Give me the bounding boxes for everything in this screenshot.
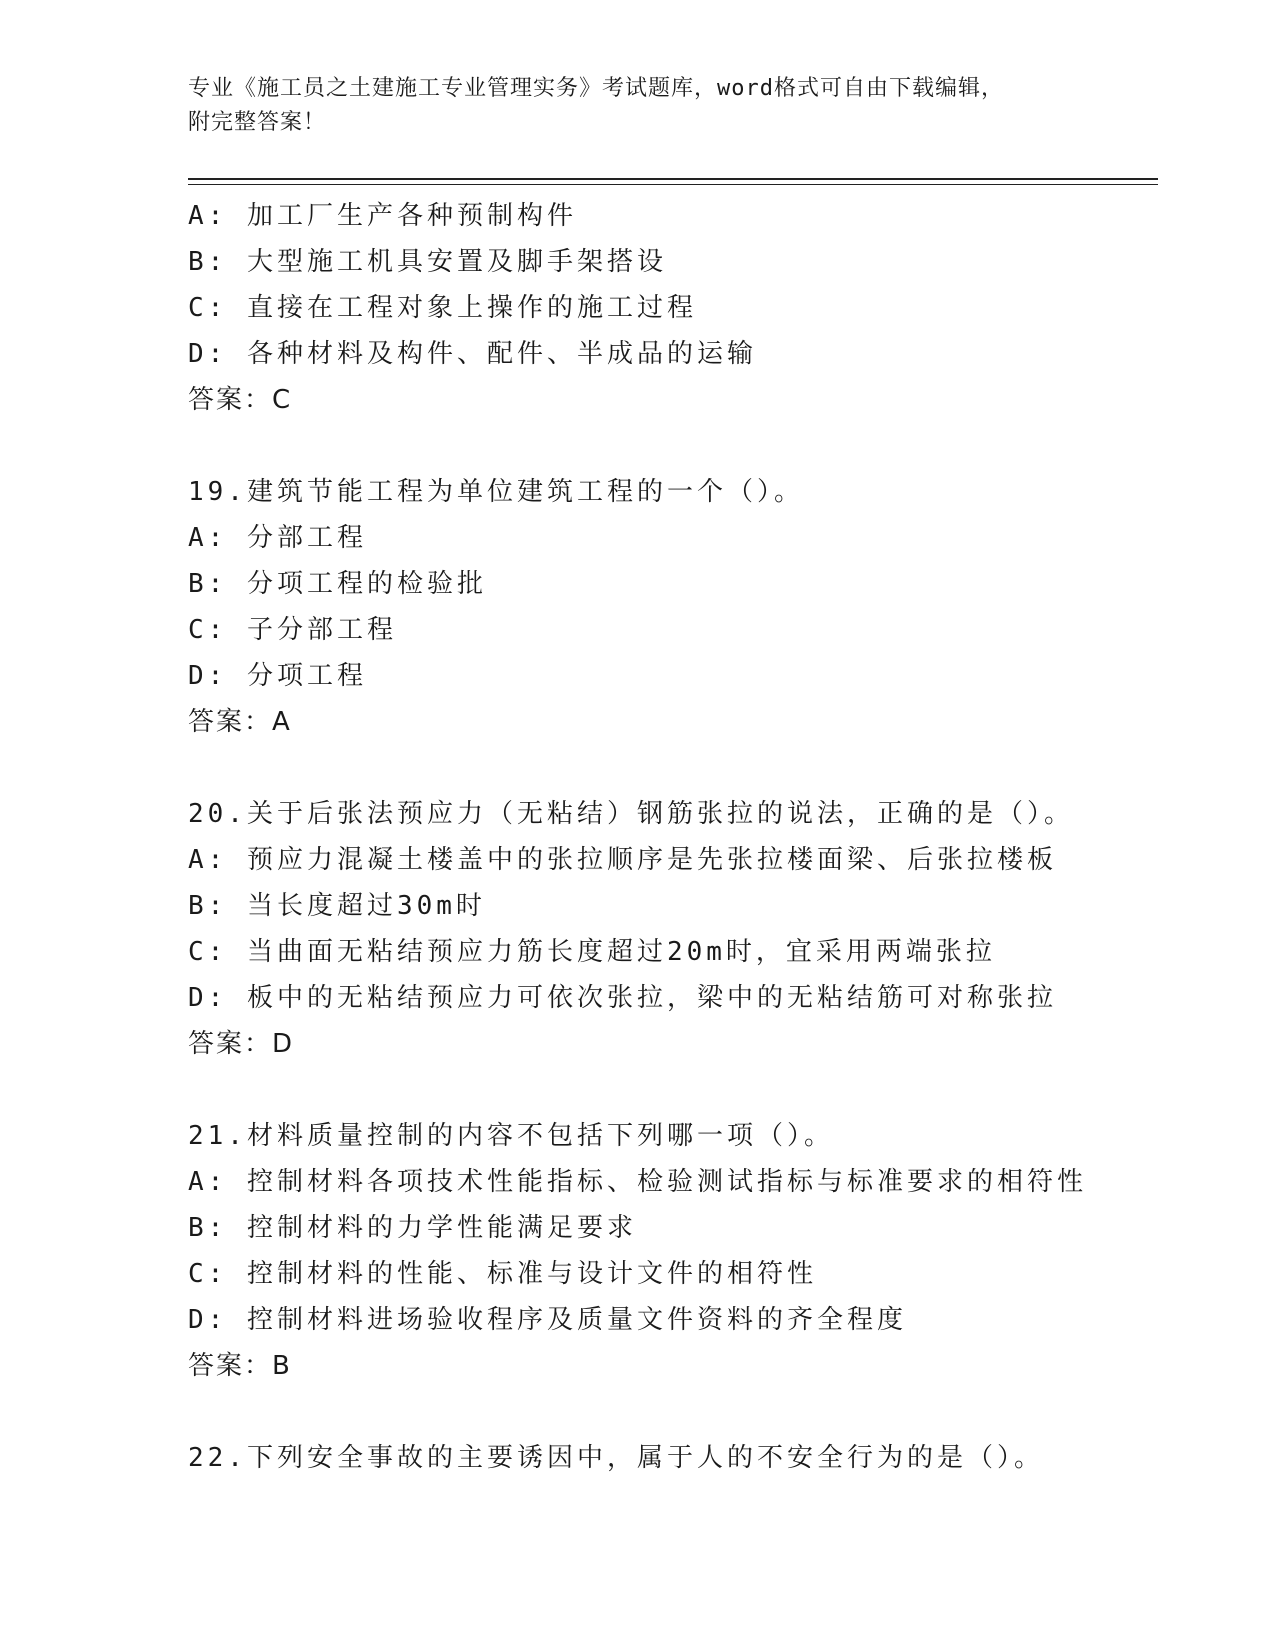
option-d: D: 控制材料进场验收程序及质量文件资料的齐全程度 <box>188 1305 907 1335</box>
option-d: D: 板中的无粘结预应力可依次张拉，梁中的无粘结筋可对称张拉 <box>188 983 1057 1013</box>
header-divider-thin <box>188 184 1158 185</box>
option-d: D: 各种材料及构件、配件、半成品的运输 <box>188 339 757 369</box>
option-b: B: 大型施工机具安置及脚手架搭设 <box>188 247 667 277</box>
question-stem: 22.下列安全事故的主要诱因中，属于人的不安全行为的是（）。 <box>188 1443 1044 1473</box>
question-list <box>188 193 1148 1481</box>
header-line-1: 专业《施工员之土建施工专业管理实务》考试题库，word格式可自由下载编辑， <box>188 76 1004 101</box>
spacer <box>188 1067 1148 1113</box>
answer-line: 答案：C <box>188 385 293 415</box>
option-a: A: 分部工程 <box>188 523 367 553</box>
option-d: D: 分项工程 <box>188 661 367 691</box>
question-21 <box>188 1113 1148 1389</box>
option-c: C: 直接在工程对象上操作的施工过程 <box>188 293 697 323</box>
answer-line: 答案：A <box>188 707 292 737</box>
header-line-2: 附完整答案！ <box>188 110 327 135</box>
question-19 <box>188 469 1148 745</box>
question-stem: 21.材料质量控制的内容不包括下列哪一项（）。 <box>188 1121 834 1151</box>
option-a: A: 控制材料各项技术性能指标、检验测试指标与标准要求的相符性 <box>188 1167 1087 1197</box>
option-c: C: 当曲面无粘结预应力筋长度超过20m时，宜采用两端张拉 <box>188 937 996 967</box>
option-c: C: 控制材料的性能、标准与设计文件的相符性 <box>188 1259 817 1289</box>
answer-line: 答案：B <box>188 1351 292 1381</box>
question-20 <box>188 791 1148 1067</box>
answer-line: 答案：D <box>188 1029 295 1059</box>
spacer <box>188 1389 1148 1435</box>
document-header <box>188 72 1088 140</box>
option-b: B: 分项工程的检验批 <box>188 569 487 599</box>
option-a: A: 加工厂生产各种预制构件 <box>188 201 577 231</box>
spacer <box>188 423 1148 469</box>
option-b: B: 当长度超过30m时 <box>188 891 486 921</box>
question-stem: 19.建筑节能工程为单位建筑工程的一个（）。 <box>188 477 804 507</box>
option-a: A: 预应力混凝土楼盖中的张拉顺序是先张拉楼面梁、后张拉楼板 <box>188 845 1057 875</box>
header-divider-thick <box>188 178 1158 180</box>
question-stem: 20.关于后张法预应力（无粘结）钢筋张拉的说法，正确的是（）。 <box>188 799 1074 829</box>
spacer <box>188 745 1148 791</box>
question-22 <box>188 1435 1148 1481</box>
question-18 <box>188 193 1148 423</box>
option-c: C: 子分部工程 <box>188 615 397 645</box>
option-b: B: 控制材料的力学性能满足要求 <box>188 1213 637 1243</box>
